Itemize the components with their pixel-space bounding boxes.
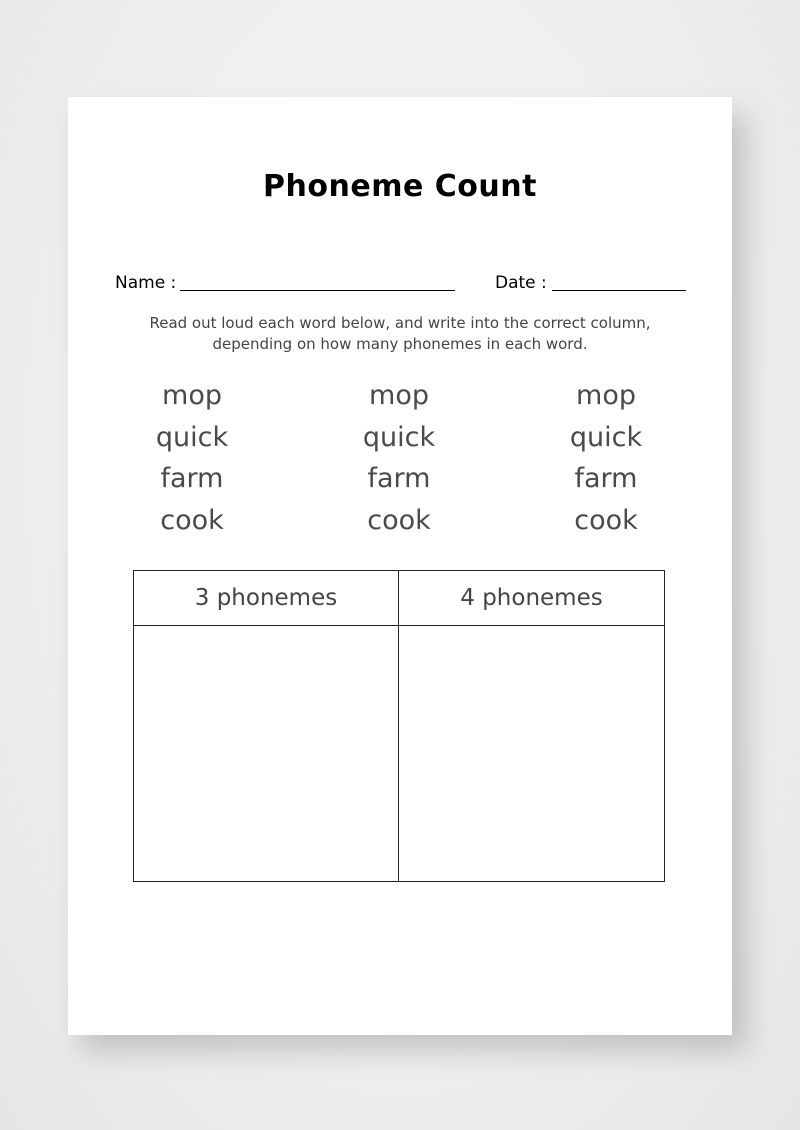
instructions (108, 313, 692, 355)
instructions-line-1: Read out loud each word below, and write into the correct column, (149, 314, 651, 332)
answer-cell-3-phonemes[interactable] (134, 626, 399, 881)
word-column-2 (309, 375, 489, 541)
name-field[interactable] (180, 290, 455, 291)
word-column-3 (516, 375, 696, 541)
table-header-3-phonemes: 3 phonemes (134, 571, 399, 626)
sorting-table (133, 570, 665, 882)
word: cook (367, 504, 431, 536)
date-label: Date : (495, 273, 547, 293)
word: quick (155, 421, 229, 453)
answer-cell-4-phonemes[interactable] (399, 626, 664, 881)
word: mop (576, 380, 636, 411)
word: mop (162, 380, 222, 411)
word: farm (160, 463, 224, 494)
worksheet-title: Phoneme Count (263, 169, 537, 204)
word: mop (369, 380, 429, 411)
word: quick (362, 421, 436, 453)
word: farm (574, 463, 638, 494)
word: cook (574, 504, 638, 536)
date-field[interactable] (552, 290, 686, 291)
word: farm (367, 463, 431, 494)
table-header-4-phonemes: 4 phonemes (399, 571, 664, 626)
name-label: Name : (115, 273, 177, 293)
word: cook (160, 504, 224, 536)
worksheet-page (68, 97, 732, 1035)
word: quick (569, 421, 643, 453)
word-column-1 (102, 375, 282, 541)
instructions-line-2: depending on how many phonemes in each word. (212, 335, 588, 353)
